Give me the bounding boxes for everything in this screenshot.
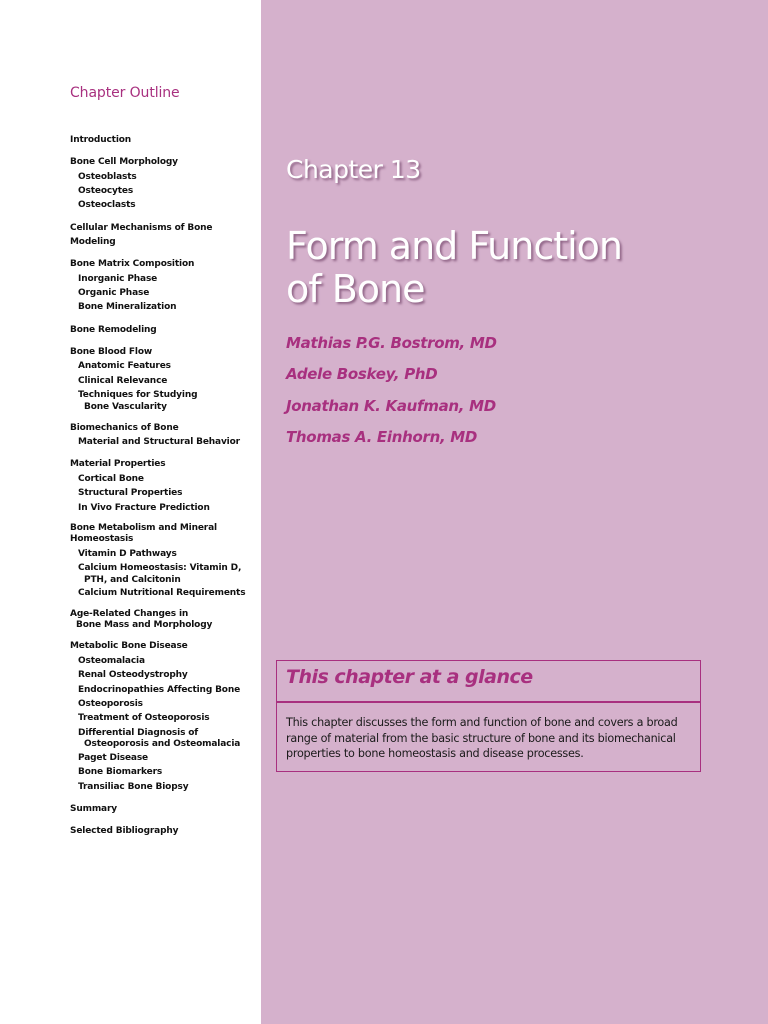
outline-section-bone-metabolism	[70, 523, 260, 601]
outline-subitem[interactable]: Organic Phase	[78, 288, 150, 299]
outline-subitem[interactable]: Differential Diagnosis of	[78, 727, 199, 738]
outline-heading[interactable]: Selected Bibliography	[70, 825, 179, 836]
outline-subitem[interactable]: Osteocytes	[78, 186, 134, 197]
outline-subitem[interactable]: Cortical Bone	[78, 473, 144, 484]
outline-heading[interactable]: Cellular Mechanisms of Bone Modeling	[70, 222, 213, 248]
outline-subitem[interactable]: Clinical Relevance	[78, 375, 168, 386]
outline-subitem-continued[interactable]: Bone Vascularity	[84, 401, 167, 412]
outline-section-age-related	[70, 609, 260, 632]
outline-section-bone-matrix	[70, 257, 260, 315]
author-name: Adele Boskey, PhD	[286, 365, 438, 384]
glance-divider	[277, 701, 700, 703]
outline-subitem[interactable]: Treatment of Osteoporosis	[78, 713, 210, 724]
chapter-at-a-glance-box	[276, 660, 701, 772]
author-name: Mathias P.G. Bostrom, MD	[286, 334, 497, 352]
outline-heading[interactable]: Bone Cell Morphology	[70, 157, 178, 168]
outline-section-summary	[70, 802, 260, 816]
outline-subitem[interactable]: Material and Structural Behavior	[78, 437, 240, 448]
chapter-title	[286, 225, 726, 311]
outline-subitem[interactable]: In Vivo Fracture Prediction	[78, 502, 210, 513]
outline-heading[interactable]: Material Properties	[70, 459, 166, 470]
outline-subitem[interactable]: Renal Osteodystrophy	[78, 670, 188, 681]
outline-heading[interactable]: Age-Related Changes in	[70, 608, 189, 619]
outline-heading[interactable]: Introduction	[70, 135, 132, 145]
outline-heading[interactable]: Summary	[70, 803, 117, 814]
chapter-number: Chapter 13	[286, 155, 421, 184]
chapter-outline-sidebar	[0, 0, 261, 1024]
chapter-title-panel	[261, 0, 768, 1024]
outline-subitem[interactable]: Techniques for Studying	[78, 390, 198, 401]
chapter-title-line: Form and Function	[286, 224, 623, 268]
outline-heading[interactable]: Bone Metabolism and Mineral Homeostasis	[70, 522, 217, 545]
outline-subitem[interactable]: Osteoclasts	[78, 200, 136, 211]
outline-section-material-properties	[70, 457, 260, 515]
outline-subitem-continued[interactable]: Osteoporosis and Osteomalacia	[84, 739, 241, 750]
outline-section-bone-cell-morphology	[70, 155, 260, 213]
outline-heading[interactable]: Metabolic Bone Disease	[70, 641, 188, 652]
outline-title: Chapter Outline	[70, 85, 180, 101]
outline-subitem[interactable]: Osteomalacia	[78, 655, 145, 666]
outline-section-metabolic-bone-disease	[70, 639, 260, 794]
outline-subitem[interactable]: Osteoporosis	[78, 698, 143, 709]
outline-subitem[interactable]: Calcium Nutritional Requirements	[78, 588, 246, 599]
outline-subitem[interactable]: Vitamin D Pathways	[78, 548, 177, 559]
glance-title: This chapter at a glance	[286, 666, 533, 688]
outline-section-cellular-mechanisms	[70, 221, 260, 250]
outline-subitem[interactable]: Anatomic Features	[78, 361, 171, 372]
outline-subitem[interactable]: Structural Properties	[78, 488, 183, 499]
outline-list	[70, 133, 260, 846]
outline-heading[interactable]: Bone Matrix Composition	[70, 259, 195, 270]
outline-subitem[interactable]: Bone Biomarkers	[78, 767, 163, 778]
author-list	[286, 334, 497, 459]
outline-subitem[interactable]: Bone Mineralization	[78, 302, 177, 313]
outline-section-bone-blood-flow	[70, 345, 260, 413]
outline-subitem[interactable]: Calcium Homeostasis: Vitamin D,	[78, 563, 242, 574]
outline-heading[interactable]: Bone Remodeling	[70, 324, 157, 335]
author-name: Jonathan K. Kaufman, MD	[286, 396, 496, 415]
outline-subitem[interactable]: Inorganic Phase	[78, 273, 158, 284]
outline-section-biomechanics	[70, 421, 260, 450]
outline-subitem[interactable]: Transiliac Bone Biopsy	[78, 781, 189, 792]
outline-subitem[interactable]: Endocrinopathies Affecting Bone	[78, 684, 241, 695]
outline-section-bone-remodeling	[70, 323, 260, 337]
outline-subitem-continued[interactable]: PTH, and Calcitonin	[84, 574, 181, 585]
outline-section-introduction	[70, 133, 260, 147]
glance-summary-text: This chapter discusses the form and function of bone and covers a broad range of material from the basic structure of bone and its biomechanical properties to bone homeostasis and disease processes.	[286, 716, 678, 760]
outline-heading[interactable]: Bone Blood Flow	[70, 346, 153, 357]
outline-section-bibliography	[70, 824, 260, 838]
chapter-title-line: of Bone	[286, 267, 425, 311]
author-name: Thomas A. Einhorn, MD	[286, 427, 478, 446]
outline-heading-continued[interactable]: Bone Mass and Morphology	[76, 620, 213, 631]
outline-subitem[interactable]: Osteoblasts	[78, 171, 137, 182]
outline-heading[interactable]: Biomechanics of Bone	[70, 422, 179, 433]
outline-subitem[interactable]: Paget Disease	[78, 752, 149, 763]
